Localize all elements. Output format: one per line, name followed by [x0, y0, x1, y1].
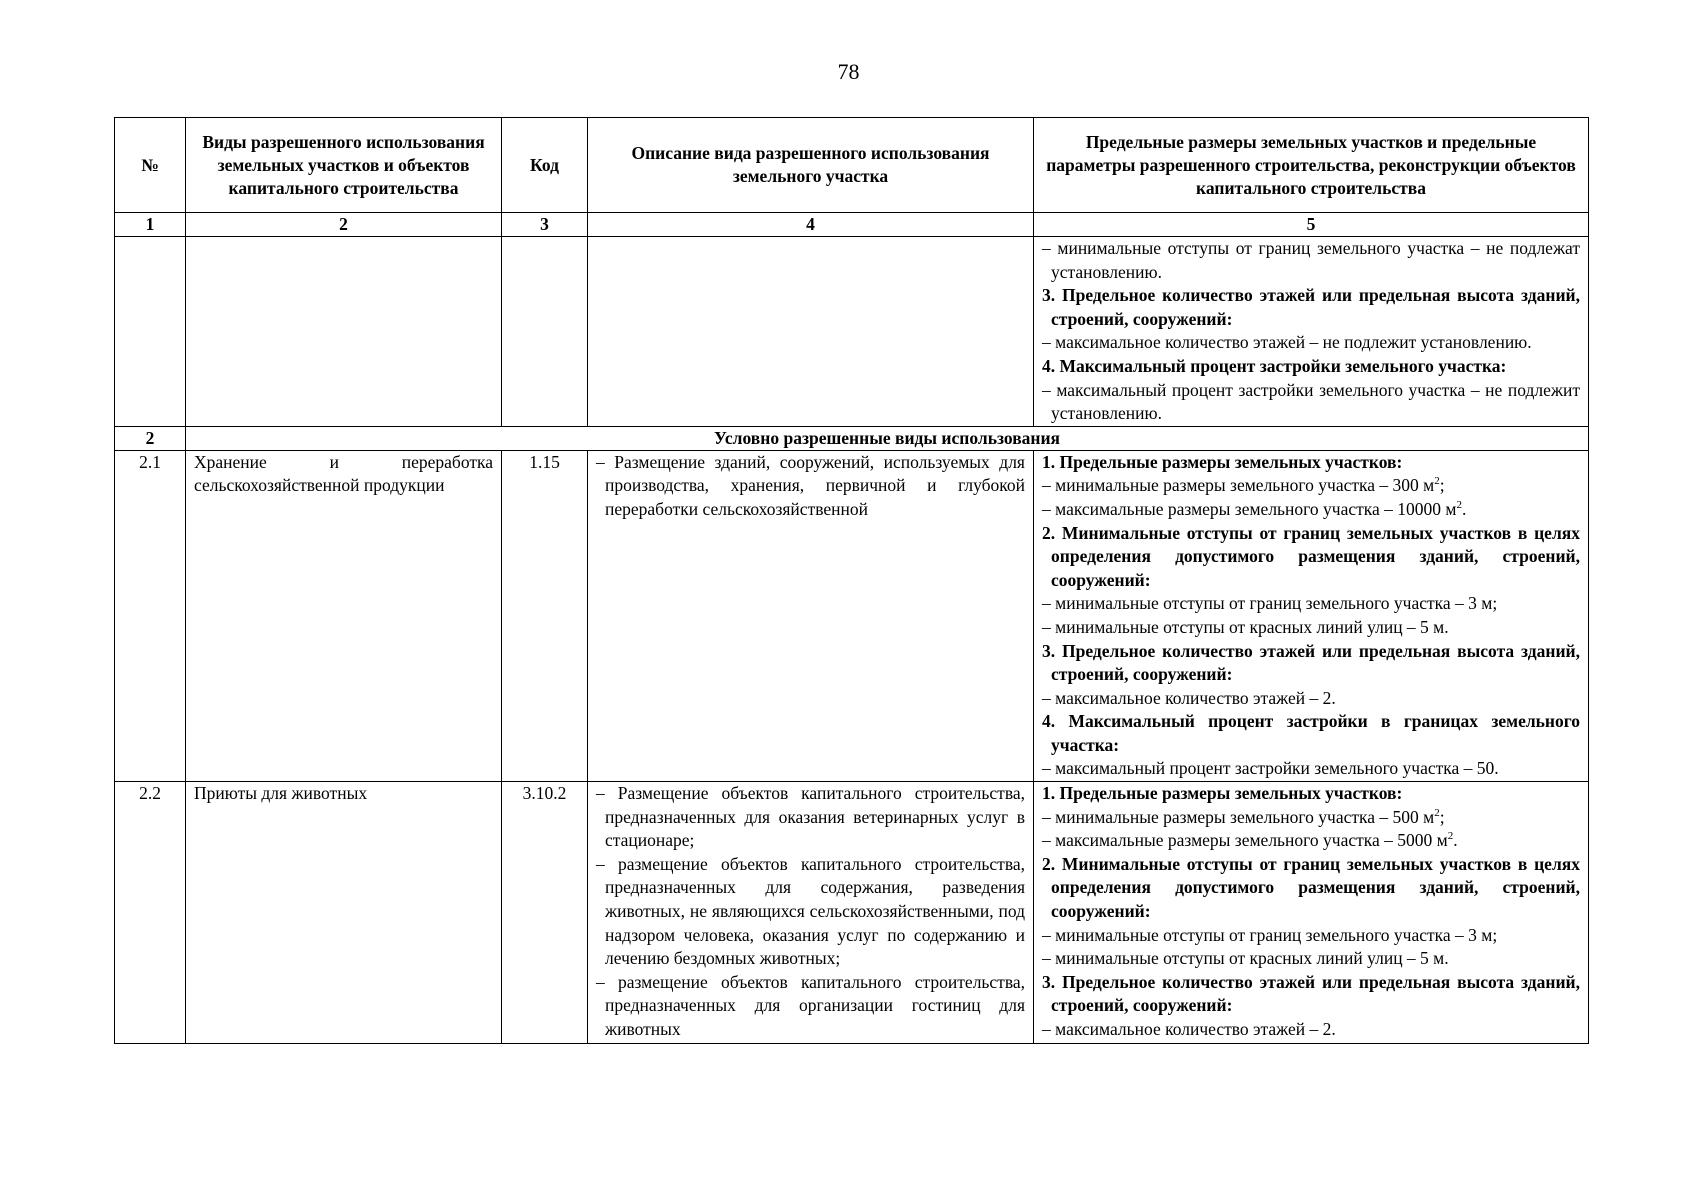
row-kind — [186, 450, 502, 781]
limit-item — [1042, 498, 1580, 522]
row-number: 2.1 — [115, 450, 186, 781]
limit-superscript: 2 — [1456, 499, 1462, 512]
header-description: Описание вида разрешенного использования земельного участка — [588, 118, 1034, 213]
limit-text: – минимальные отступы от границ земельного участка – 3 м; — [1042, 593, 1498, 614]
column-number: 2 — [186, 213, 502, 237]
limit-text: 1. Предельные размеры земельных участков: — [1042, 783, 1403, 804]
description-item: – Размещение зданий, сооружений, используемых для производства, хранения, первичной и глубокой переработки сельскохозяйственной — [596, 451, 1025, 519]
limit-heading — [1042, 284, 1580, 331]
limit-item — [1042, 616, 1580, 640]
limit-text: – максимальный процент застройки земельного участка – не подлежит установлению. — [1042, 379, 1580, 424]
limit-item — [1042, 687, 1580, 711]
limit-item — [1042, 806, 1580, 830]
limit-text: – максимальное количество этажей – 2. — [1042, 1019, 1336, 1039]
limit-text: – максимальное количество этажей – 2. — [1042, 687, 1336, 708]
limit-text: – максимальные размеры земельного участка – 5000 м — [1042, 830, 1448, 851]
limit-item — [1042, 331, 1580, 355]
limit-tail: . — [1461, 498, 1467, 519]
limit-text: – максимальное количество этажей – не подлежит установлению. — [1042, 332, 1532, 353]
row-kind-text: Приюты для животных — [194, 783, 368, 804]
limit-text: 3. Предельное количество этажей или предельная высота зданий, строений, сооружений: — [1042, 285, 1580, 329]
limit-item — [1042, 924, 1580, 948]
limit-heading — [1042, 710, 1580, 757]
header-num: № — [115, 118, 186, 213]
column-number: 3 — [502, 213, 588, 237]
limit-item — [1042, 379, 1580, 426]
limit-text: – минимальные размеры земельного участка – 500 м — [1042, 806, 1435, 827]
column-number: 5 — [1034, 213, 1589, 237]
column-number: 1 — [115, 213, 186, 237]
limit-item — [1042, 474, 1580, 498]
limit-item — [1042, 947, 1580, 971]
section-row — [115, 426, 1589, 450]
limit-superscript: 2 — [1447, 830, 1454, 843]
limit-text: 2. Минимальные отступы от границ земельных участков в целях определения допустимого размещения зданий, строений, сооружений: — [1042, 853, 1580, 922]
limit-tail: . — [1453, 830, 1458, 851]
row-limits — [1034, 450, 1589, 781]
limit-item — [1042, 592, 1580, 616]
land-use-table — [114, 117, 1589, 1044]
limit-item — [1042, 1018, 1580, 1042]
limit-text: – минимальные размеры земельного участка – 300 м — [1042, 475, 1435, 496]
limit-text: – минимальные отступы от красных линий улиц – 5 м. — [1042, 948, 1449, 969]
limit-text: – минимальные отступы от красных линий улиц – 5 м. — [1042, 616, 1449, 637]
description-item: – размещение объектов капитального строительства, предназначенных для содержания, разведения животных, не являющихся сельскохозяйственными, под надзором человека, оказания услуг по содержанию и лечению бездомных животных; — [596, 853, 1025, 969]
limit-text: 3. Предельное количество этажей или предельная высота зданий, строений, сооружений: — [1042, 640, 1580, 685]
header-limits: Предельные размеры земельных участков и предельные параметры разрешенного строительства, реконструкции объектов капитального строительства — [1034, 118, 1589, 213]
limit-text: 1. Предельные размеры земельных участков: — [1042, 451, 1403, 472]
limit-heading — [1042, 853, 1580, 924]
row-number: 2.2 — [115, 782, 186, 1044]
row-code: 1.15 — [502, 450, 588, 781]
limit-text: 2. Минимальные отступы от границ земельных участков в целях определения допустимого размещения зданий, строений, сооружений: — [1042, 522, 1580, 590]
continuation-row — [115, 237, 1589, 427]
row-description — [588, 450, 1034, 781]
cell-empty — [115, 237, 186, 427]
limit-heading — [1042, 522, 1580, 593]
header-kind: Виды разрешенного использования земельных участков и объектов капитального строительства — [186, 118, 502, 213]
page-number: 78 — [837, 59, 860, 84]
table-row — [115, 450, 1589, 781]
section-number: 2 — [115, 426, 186, 450]
limit-superscript: 2 — [1434, 806, 1440, 819]
cell-empty — [186, 237, 502, 427]
cell-empty — [588, 237, 1034, 427]
column-numbers-row — [115, 213, 1589, 237]
limit-text: 3. Предельное количество этажей или предельная высота зданий, строений, сооружений: — [1042, 971, 1580, 1016]
limit-text: – минимальные отступы от границ земельного участка – не подлежат установлению. — [1042, 238, 1580, 282]
row-kind-text: Хранение и переработка сельскохозяйственной продукции — [194, 451, 493, 496]
continuation-limits — [1034, 237, 1589, 427]
limit-heading — [1042, 971, 1580, 1018]
limit-heading — [1042, 355, 1580, 379]
description-item: – размещение объектов капитального строительства, предназначенных для организации гостиниц для животных — [596, 971, 1025, 1039]
row-limits — [1034, 782, 1589, 1044]
row-kind — [186, 782, 502, 1044]
column-number: 4 — [588, 213, 1034, 237]
limit-heading — [1042, 640, 1580, 687]
cell-empty — [502, 237, 588, 427]
limit-tail: ; — [1439, 806, 1445, 827]
limit-heading — [1042, 451, 1580, 475]
limit-text: – максимальные размеры земельного участка – 10000 м — [1042, 498, 1457, 519]
limit-text: 4. Максимальный процент застройки земельного участка: — [1042, 355, 1507, 376]
limit-item — [1042, 237, 1580, 284]
limit-tail: ; — [1439, 475, 1445, 496]
limit-item — [1042, 829, 1580, 853]
header-code: Код — [502, 118, 588, 213]
section-title: Условно разрешенные виды использования — [186, 426, 1589, 450]
limit-superscript: 2 — [1434, 475, 1440, 488]
limit-item — [1042, 757, 1580, 781]
limit-text: – максимальный процент застройки земельного участка – 50. — [1042, 758, 1499, 779]
table-header-row — [115, 118, 1589, 213]
description-item: – Размещение объектов капитального строительства, предназначенных для оказания ветеринарных услуг в стационаре; — [596, 783, 1025, 851]
limit-text: 4. Максимальный процент застройки в границах земельного участка: — [1042, 711, 1580, 755]
table-row — [115, 782, 1589, 1044]
row-description — [588, 782, 1034, 1044]
limit-heading — [1042, 782, 1580, 806]
row-code: 3.10.2 — [502, 782, 588, 1044]
limit-text: – минимальные отступы от границ земельного участка – 3 м; — [1042, 924, 1498, 945]
